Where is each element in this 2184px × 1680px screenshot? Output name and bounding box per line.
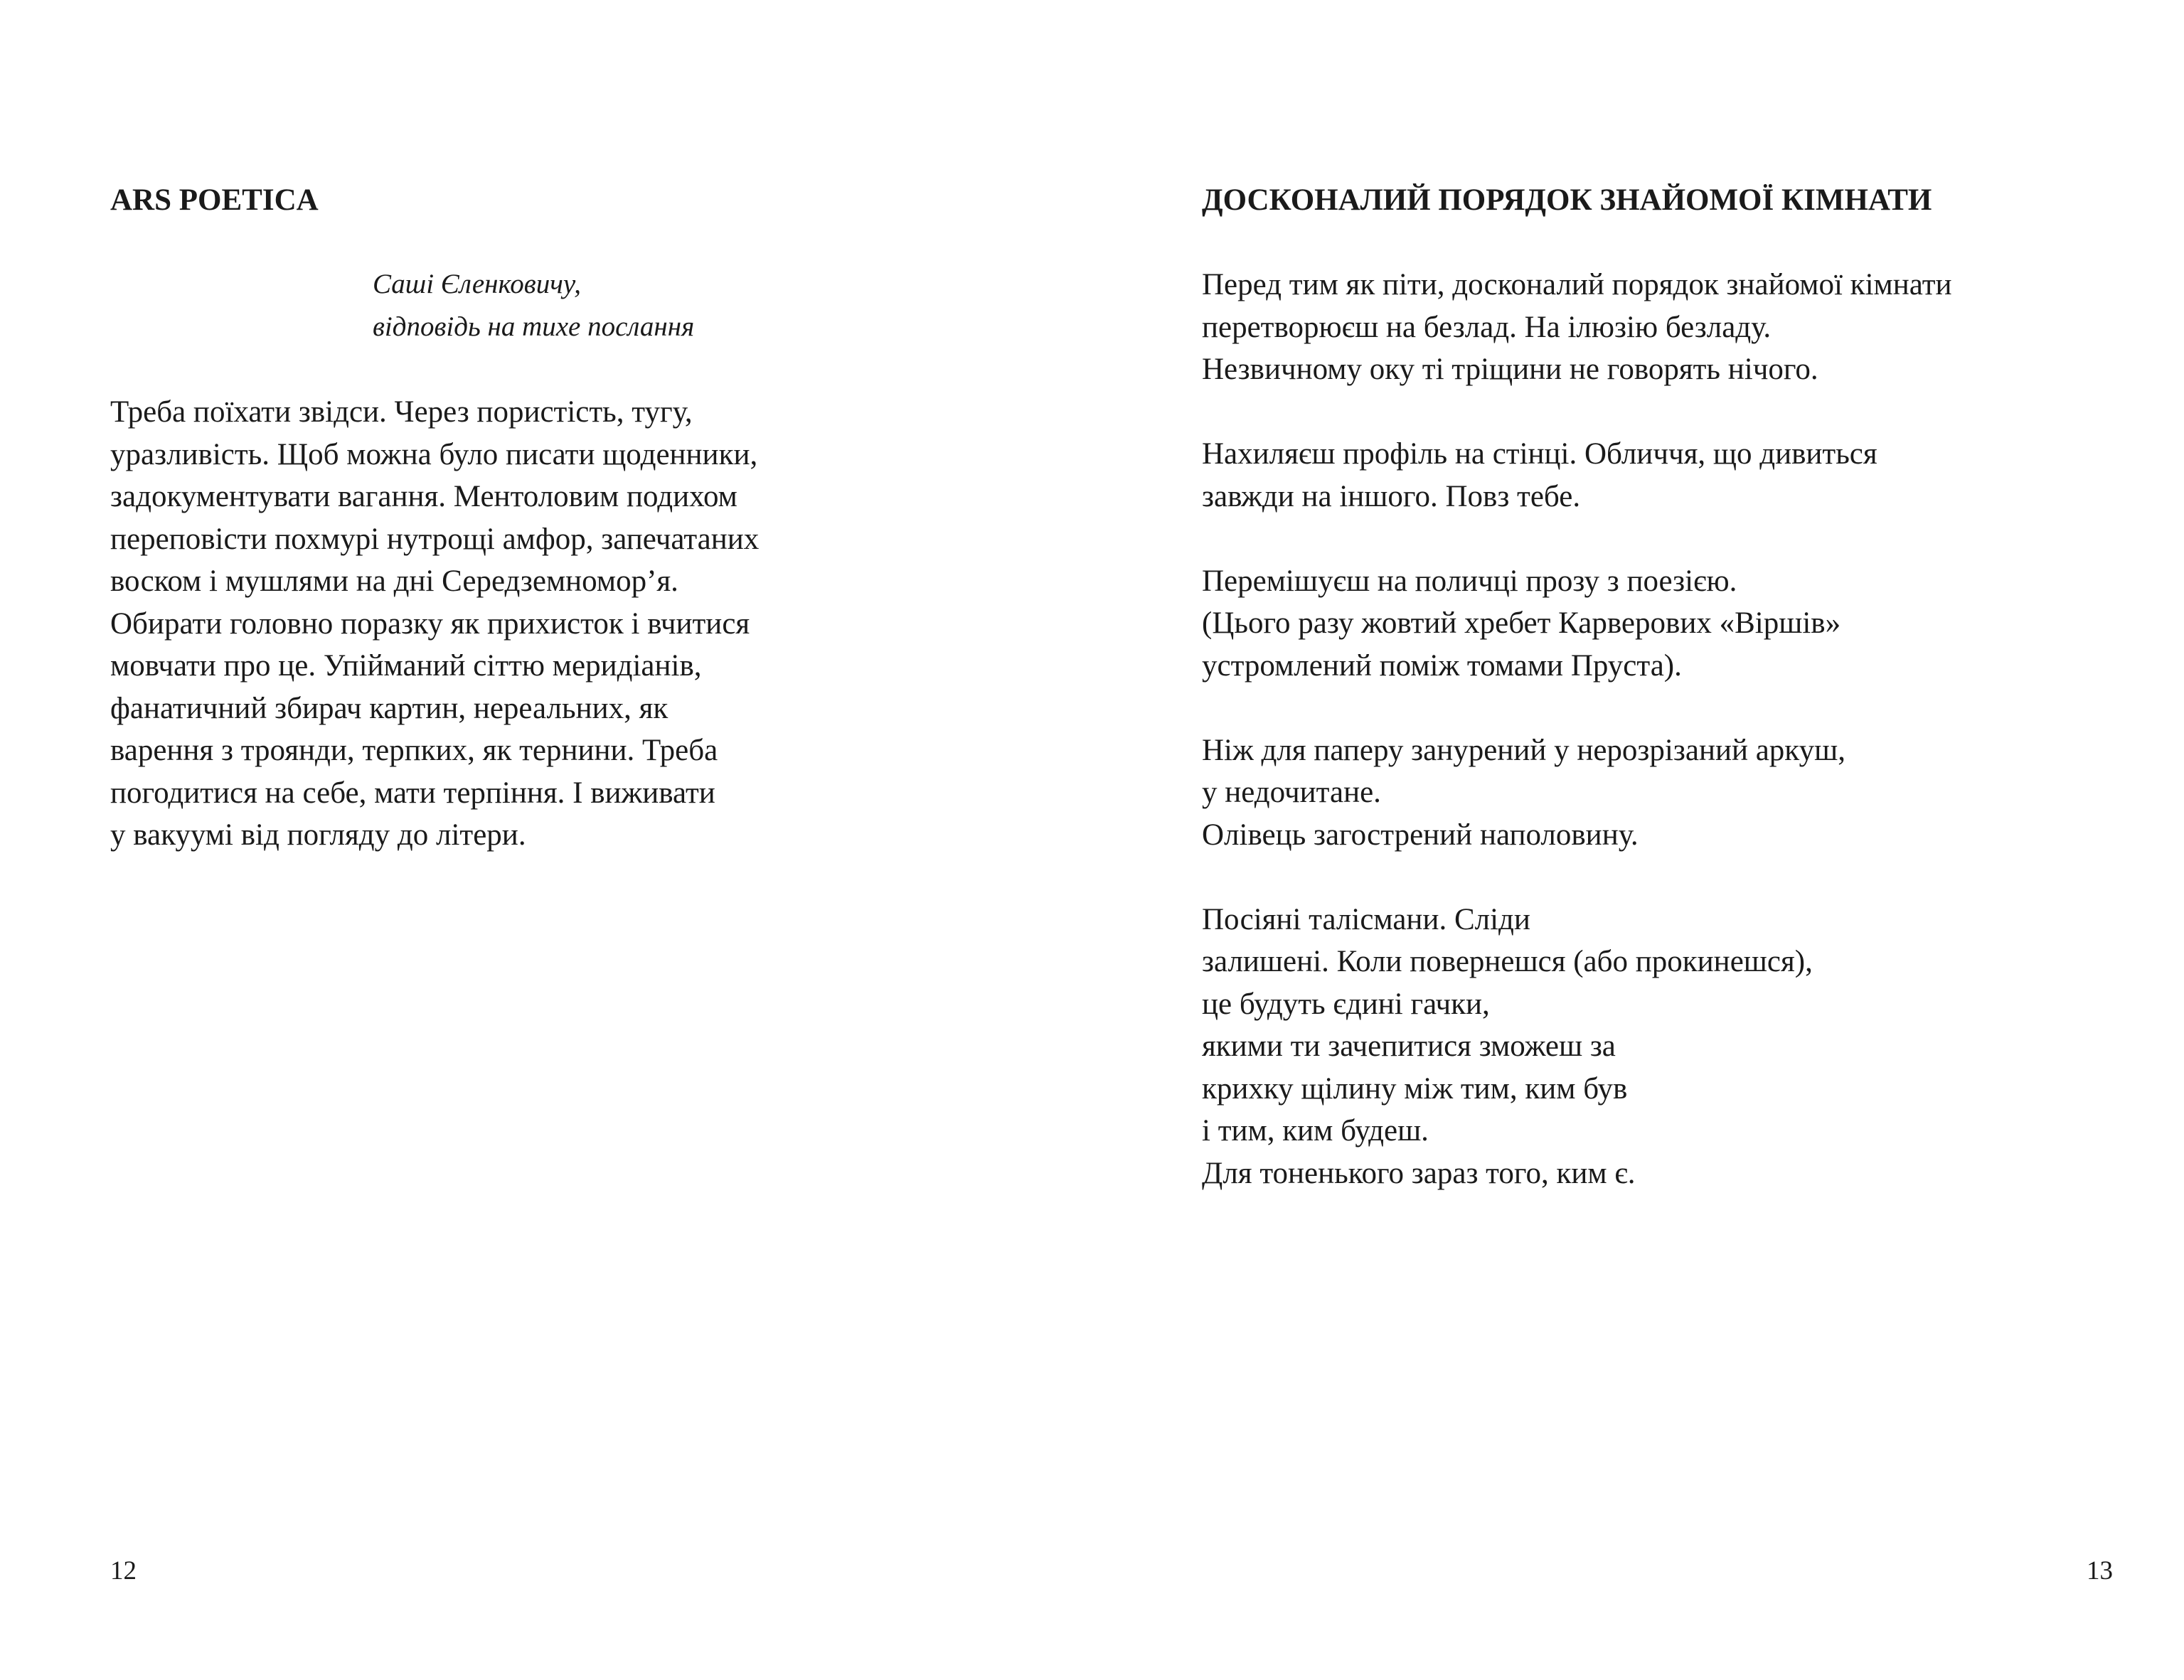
poem-line: погодитися на себе, мати терпіння. І виживати — [110, 776, 715, 810]
poem-line: Посіяні талісмани. Сліди — [1202, 902, 1530, 936]
poem-line: задокументувати вагання. Ментоловим подихом — [110, 480, 737, 513]
dedication-line: відповідь на тихе послання — [373, 311, 695, 342]
dedication-line: Саші Єленковичу, — [373, 269, 581, 299]
poem-line: переповісти похмурі нутрощі амфор, запечатаних — [110, 522, 760, 556]
poem-line: Для тоненького зараз того, ким є. — [1202, 1156, 1636, 1190]
poem-line: (Цього разу жовтий хребет Карверових «Віршів» — [1202, 606, 1841, 640]
poem-line: мовчати про це. Упійманий сіттю меридіанів, — [110, 649, 702, 683]
stanza — [1202, 729, 1952, 857]
poem-line: варення з троянди, терпких, як тернини. Треба — [110, 734, 718, 767]
poem-line: воском і мушлями на дні Середземномор’я. — [110, 565, 678, 598]
poem-line: залишені. Коли повернешся (або прокинешся), — [1202, 945, 1813, 978]
poem-line: Олівець загострений наполовину. — [1202, 818, 1639, 852]
poem-line: і тим, ким будеш. — [1202, 1114, 1429, 1147]
poem-line: фанатичний збирач картин, нереальних, як — [110, 691, 668, 725]
stanza — [1202, 433, 1952, 518]
right-page — [1092, 0, 2184, 1680]
poem-title: ДОСКОНАЛИЙ ПОРЯДОК ЗНАЙОМОЇ КІМНАТИ — [1202, 183, 1932, 217]
poem-body — [110, 391, 759, 857]
poem-line: Незвичному оку ті тріщини не говорять нічого. — [1202, 353, 1818, 386]
poem-line: перетворюєш на безлад. На ілюзію безладу. — [1202, 310, 1772, 344]
poem-title: ARS POETICA — [110, 183, 319, 217]
poem-line: це будуть єдині гачки, — [1202, 987, 1490, 1021]
poem-line: Нахиляєш профіль на стінці. Обличчя, що дивиться — [1202, 437, 1877, 471]
page-number: 12 — [110, 1556, 137, 1585]
page-number: 13 — [2087, 1556, 2113, 1585]
poem-line: Ніж для паперу занурений у нерозрізаний аркуш, — [1202, 733, 1845, 767]
dedication — [373, 263, 694, 348]
stanza — [1202, 899, 1952, 1195]
poem-line: Обирати головно поразку як прихисток і вчитися — [110, 606, 750, 641]
poem-line: Перемішуєш на поличці прозу з поезією. — [1202, 564, 1737, 598]
poem-line: Треба поїхати звідси. Через пористість, тугу, — [110, 395, 693, 429]
poem-line: якими ти зачепитися зможеш за — [1202, 1029, 1616, 1063]
poem-line: крихку щілину між тим, ким був — [1202, 1071, 1628, 1106]
stanza — [1202, 560, 1952, 687]
poem-body — [1202, 264, 1952, 1194]
poem-line: у вакуумі від погляду до літери. — [110, 818, 526, 852]
poem-line: устромлений поміж томами Пруста). — [1202, 648, 1682, 683]
poem-line: Перед тим як піти, досконалий порядок знайомої кімнати — [1202, 268, 1952, 301]
stanza — [110, 391, 759, 857]
stanza — [1202, 264, 1952, 391]
poem-line: у недочитане. — [1202, 776, 1381, 809]
poem-line: уразливість. Щоб можна було писати щоденники, — [110, 437, 758, 471]
poem-line: завжди на іншого. Повз тебе. — [1202, 479, 1581, 513]
